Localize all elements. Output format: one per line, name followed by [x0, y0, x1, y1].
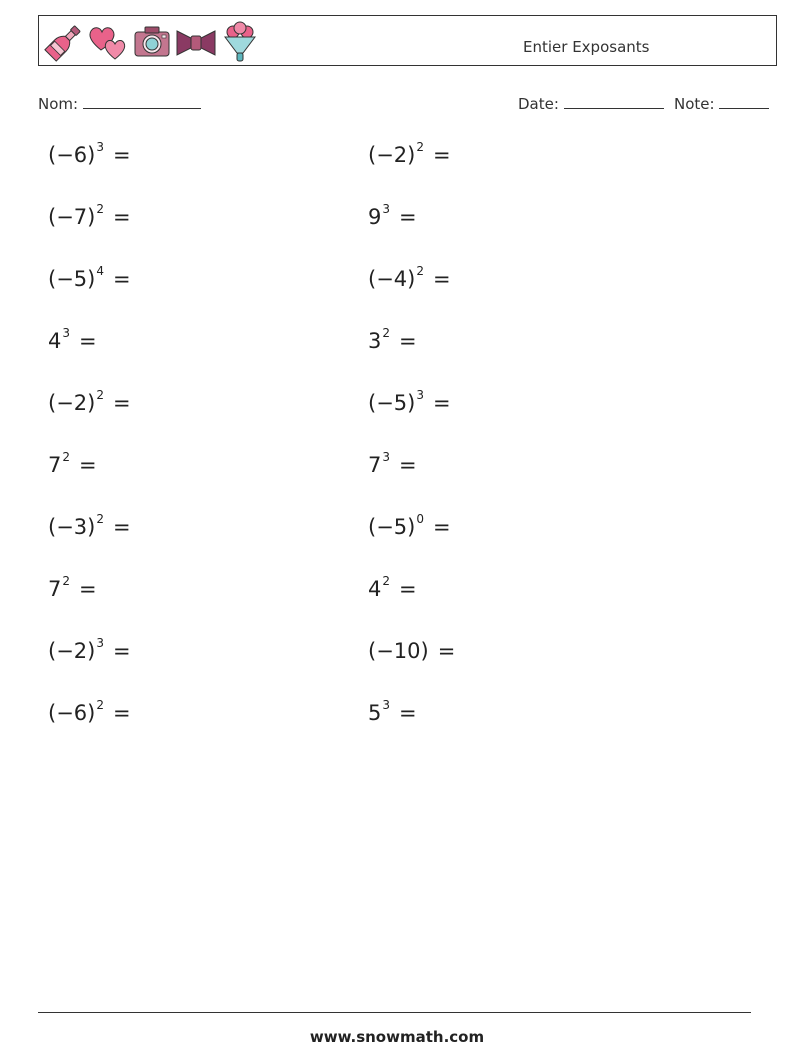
problem-item [48, 512, 131, 539]
name-label: Nom: [38, 95, 79, 113]
equals-sign: = [432, 143, 451, 167]
problem-exponent: 2 [416, 140, 424, 154]
note-label: Note: [674, 95, 715, 113]
problem-item [368, 450, 417, 477]
problem-exponent: 3 [96, 636, 104, 650]
problem-base: (−5) [368, 391, 416, 415]
camera-icon [131, 21, 173, 63]
equals-sign: = [399, 453, 417, 477]
equals-sign: = [112, 515, 131, 539]
equals-sign: = [399, 577, 417, 601]
note-blank[interactable] [719, 94, 769, 109]
equals-sign: = [112, 391, 131, 415]
problem-base: 5 [368, 701, 382, 725]
problem-base: (−5) [48, 267, 96, 291]
problem-item [368, 140, 451, 167]
equals-sign: = [399, 329, 417, 353]
name-blank[interactable] [83, 94, 201, 109]
equals-sign: = [432, 515, 451, 539]
problem-exponent: 3 [382, 202, 391, 216]
problem-exponent: 2 [96, 512, 104, 526]
date-field [518, 94, 664, 113]
problem-exponent: 3 [62, 326, 71, 340]
problem-exponent: 3 [382, 698, 391, 712]
problem-item [48, 574, 97, 601]
problem-base: (−3) [48, 515, 96, 539]
problem-item [48, 264, 131, 291]
problem-base: (−2) [368, 143, 416, 167]
champagne-bottle-icon [43, 21, 85, 63]
problem-item [368, 698, 417, 725]
problem-base: (−2) [48, 639, 96, 663]
problem-base: 3 [368, 329, 382, 353]
problem-exponent: 2 [416, 264, 424, 278]
problem-base: (−2) [48, 391, 96, 415]
problem-item [48, 450, 97, 477]
problem-exponent: 2 [96, 698, 104, 712]
worksheet-title: Entier Exposants [523, 38, 650, 56]
problem-item [368, 264, 451, 291]
date-blank[interactable] [564, 94, 664, 109]
equals-sign: = [432, 267, 451, 291]
equals-sign: = [437, 639, 456, 663]
problem-item [48, 202, 131, 229]
problem-item [368, 326, 417, 353]
problem-item [48, 326, 97, 353]
bow-tie-icon [175, 21, 217, 63]
problem-item [48, 140, 131, 167]
date-label: Date: [518, 95, 559, 113]
problem-item [368, 202, 417, 229]
problem-exponent: 2 [382, 326, 391, 340]
equals-sign: = [432, 391, 451, 415]
problem-base: 9 [368, 205, 382, 229]
problem-item [368, 574, 417, 601]
problem-item [368, 388, 451, 415]
problem-base: (−7) [48, 205, 96, 229]
problem-base: 7 [368, 453, 382, 477]
problem-exponent: 2 [96, 388, 104, 402]
name-field [38, 94, 201, 113]
problem-exponent: 2 [62, 450, 71, 464]
problem-base: (−6) [48, 701, 96, 725]
problem-exponent: 2 [62, 574, 71, 588]
equals-sign: = [79, 329, 97, 353]
problem-base: 7 [48, 577, 62, 601]
problem-item [48, 388, 131, 415]
problem-item [368, 639, 455, 663]
equals-sign: = [399, 701, 417, 725]
equals-sign: = [79, 577, 97, 601]
problem-exponent: 3 [96, 140, 104, 154]
footer-url: www.snowmath.com [309, 1028, 485, 1046]
note-field [674, 94, 769, 113]
equals-sign: = [399, 205, 417, 229]
problem-item [48, 698, 131, 725]
equals-sign: = [112, 143, 131, 167]
equals-sign: = [112, 267, 131, 291]
problem-base: 4 [368, 577, 382, 601]
problem-exponent: 4 [96, 264, 104, 278]
problem-exponent: 2 [96, 202, 104, 216]
header-icons [43, 21, 261, 63]
problem-exponent: 0 [416, 512, 424, 526]
equals-sign: = [112, 639, 131, 663]
hearts-icon [87, 21, 129, 63]
problem-base: 7 [48, 453, 62, 477]
problem-base: (−6) [48, 143, 96, 167]
flower-bouquet-icon [219, 21, 261, 63]
problem-base: (−10) [368, 639, 429, 663]
equals-sign: = [79, 453, 97, 477]
problem-item [48, 636, 131, 663]
problem-exponent: 3 [416, 388, 424, 402]
equals-sign: = [112, 205, 131, 229]
problem-exponent: 3 [382, 450, 391, 464]
equals-sign: = [112, 701, 131, 725]
problem-base: (−5) [368, 515, 416, 539]
problem-base: (−4) [368, 267, 416, 291]
worksheet-header [38, 15, 777, 66]
problem-exponent: 2 [382, 574, 391, 588]
footer-divider [38, 1012, 751, 1013]
problem-item [368, 512, 451, 539]
problem-base: 4 [48, 329, 62, 353]
